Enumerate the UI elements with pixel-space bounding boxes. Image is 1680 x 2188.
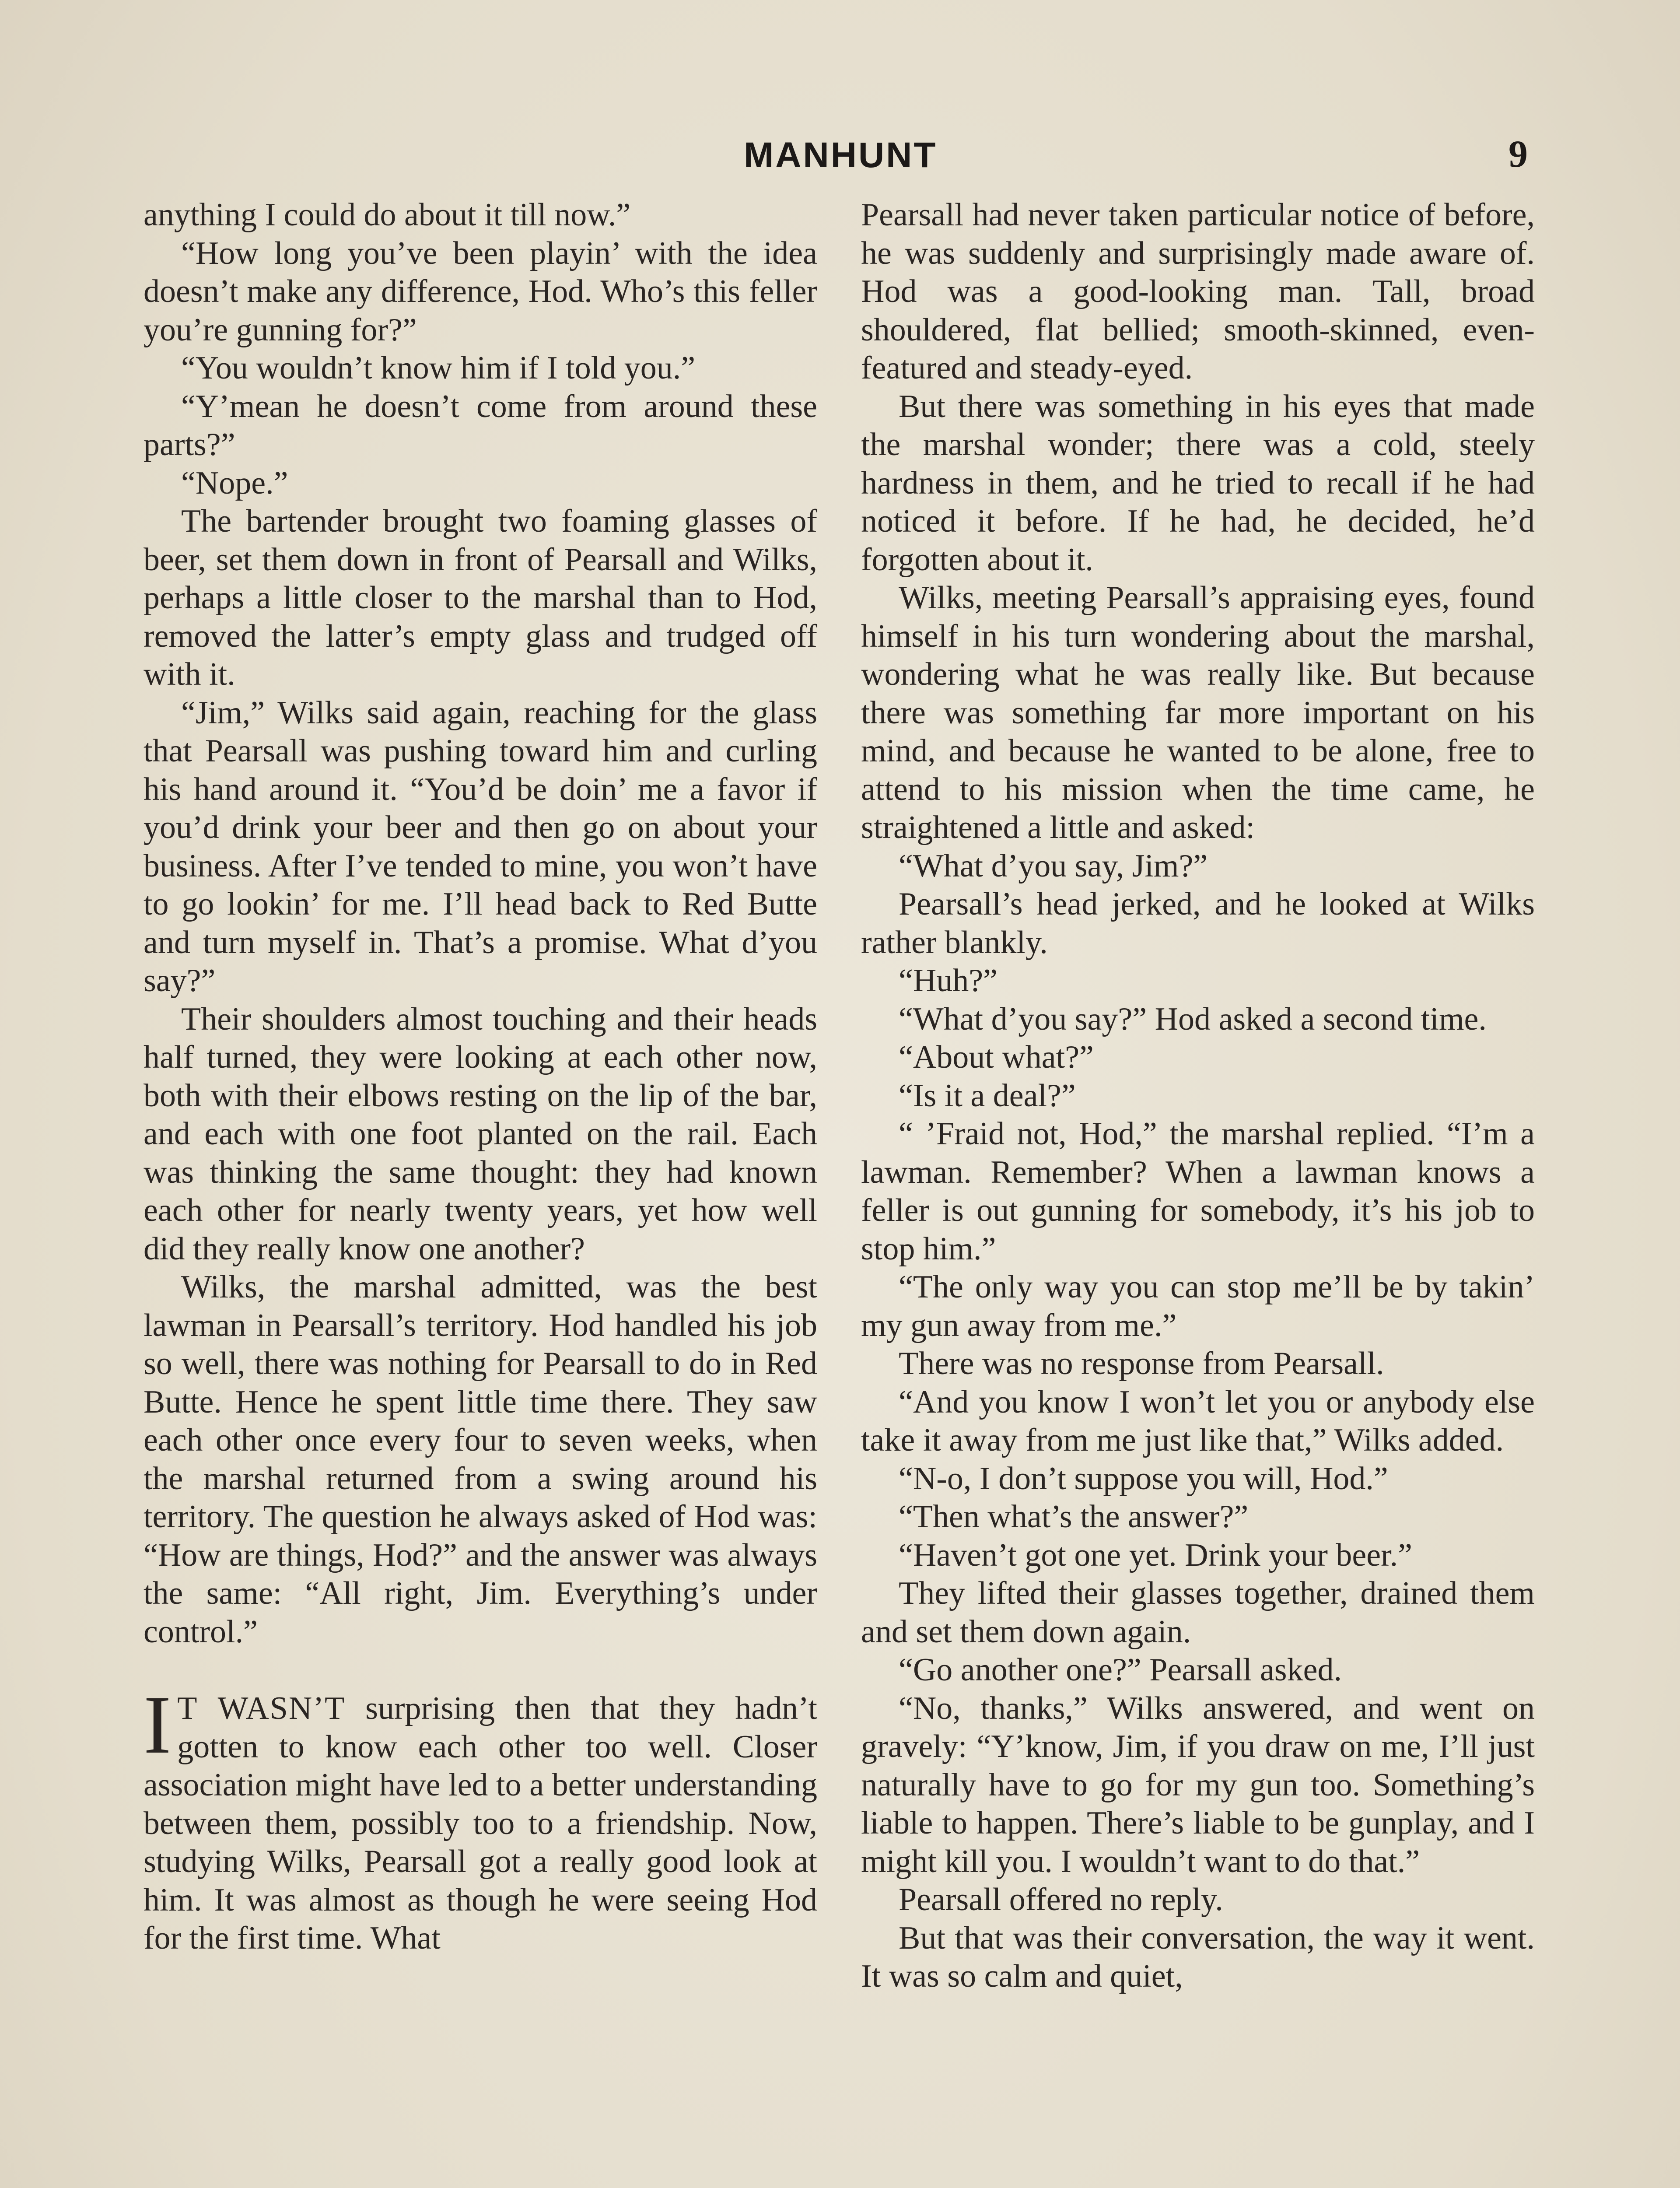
section-lead-caps: T WASN’T	[177, 1690, 346, 1726]
paragraph: “No, thanks,” Wilks answered, and went on gravely: “Y’know, Jim, if you draw on me, I’ll just naturally have to go for my gun too. Something’s liable to happen. There’s liable to be gunplay, and I might kill you. I wouldn’t want to do that.”	[861, 1690, 1535, 1879]
paragraph: Pearsall had never taken particular notice of before, he was suddenly and surprisingly made aware of. Hod was a good-looking man. Tall, broad shouldered, flat bellied; smooth-skinned, even-featured and steady-eyed.	[861, 197, 1535, 386]
paragraph: There was no response from Pearsall.	[899, 1346, 1384, 1382]
right-column	[861, 196, 1535, 1996]
paragraph: “And you know I won’t let you or anybody else take it away from me just like that,” Wilks added.	[861, 1384, 1535, 1458]
paragraph: Wilks, the marshal admitted, was the best lawman in Pearsall’s territory. Hod handled his job so well, there was nothing for Pearsall to do in Red Butte. Hence he spent little time there. They saw each other once every four to seven weeks, when the marshal returned from a swing around his territory. The question he always asked of Hod was: “How are things, Hod?” and the answer was always the same: “All right, Jim. Everything’s under control.”	[144, 1269, 817, 1650]
paragraph: “Go another one?” Pearsall asked.	[899, 1652, 1342, 1688]
paragraph: “How long you’ve been playin’ with the idea doesn’t make any difference, Hod. Who’s this feller you’re gunning for?”	[144, 235, 817, 348]
paragraph: anything I could do about it till now.”	[144, 197, 631, 233]
paragraph: “Jim,” Wilks said again, reaching for the glass that Pearsall was pushing toward him and curling his hand around it. “You’d be doin’ me a favor if you’d drink your beer and then go on about your business. After I’ve tended to mine, you won’t have to go lookin’ for me. I’ll head back to Red Butte and turn myself in. That’s a promise. What d’you say?”	[144, 694, 817, 999]
paragraph: “Is it a deal?”	[899, 1077, 1076, 1114]
paragraph: “You wouldn’t know him if I told you.”	[181, 350, 696, 386]
paragraph: Wilks, meeting Pearsall’s appraising eyes, found himself in his turn wondering about the marshal, wondering what he was really like. But because there was something far more important on his mind, and because he wanted to be alone, free to attend to his mission when the time came, he straightened a little and asked:	[861, 580, 1535, 845]
paragraph: “What d’you say, Jim?”	[899, 848, 1208, 884]
paragraph: “ ’Fraid not, Hod,” the marshal replied. “I’m a lawman. Remember? When a lawman knows a feller is out gunning for somebody, it’s his job to stop him.”	[861, 1116, 1535, 1267]
paragraph: “N-o, I don’t suppose you will, Hod.”	[899, 1460, 1388, 1497]
paragraph: “Then what’s the answer?”	[899, 1499, 1249, 1535]
paragraph: But that was their conversation, the way it went. It was so calm and quiet,	[861, 1920, 1535, 1994]
section-text: surprising then that they hadn’t gotten to know each other too well. Closer association might have led to a better understanding between them, possibly too to a friendship. Now, studying Wilks, Pearsall got a really good look at him. It was almost as though he were seeing Hod for the first time. What	[144, 1690, 817, 1956]
paragraph: “The only way you can stop me’ll be by takin’ my gun away from me.”	[861, 1269, 1535, 1343]
drop-cap: I	[144, 1679, 172, 1771]
paragraph: “Y’mean he doesn’t come from around these parts?”	[144, 388, 817, 463]
paragraph: Their shoulders almost touching and their heads half turned, they were looking at each other now, both with their elbows resting on the lip of the bar, and each with one foot planted on the rail. Each was thinking the same thought: they had known each other for nearly twenty years, yet how well did they really know one another?	[144, 1001, 817, 1267]
magazine-title: MANHUNT	[744, 135, 938, 175]
section-start-paragraph	[144, 1679, 817, 1958]
left-column	[144, 196, 817, 1958]
paragraph: “Nope.”	[181, 465, 288, 501]
paragraph: Pearsall’s head jerked, and he looked at Wilks rather blankly.	[861, 886, 1535, 961]
paragraph: But there was something in his eyes that made the marshal wonder; there was a cold, steely hardness in them, and he tried to recall if he had noticed it before. If he had, he decided, he’d forgotten about it.	[861, 388, 1535, 578]
paragraph: “About what?”	[899, 1039, 1094, 1075]
paragraph: They lifted their glasses together, drained them and set them down again.	[861, 1575, 1535, 1650]
running-head	[0, 135, 1680, 179]
paragraph: The bartender brought two foaming glasses of beer, set them down in front of Pearsall and Wilks, perhaps a little closer to the marshal than to Hod, removed the latter’s empty glass and trudged off with it.	[144, 503, 817, 692]
paragraph: Pearsall offered no reply.	[899, 1882, 1223, 1918]
page-number: 9	[1508, 133, 1528, 175]
paragraph: “Huh?”	[899, 963, 998, 999]
paragraph: “What d’you say?” Hod asked a second time.	[899, 1001, 1487, 1037]
paragraph: “Haven’t got one yet. Drink your beer.”	[899, 1537, 1413, 1573]
